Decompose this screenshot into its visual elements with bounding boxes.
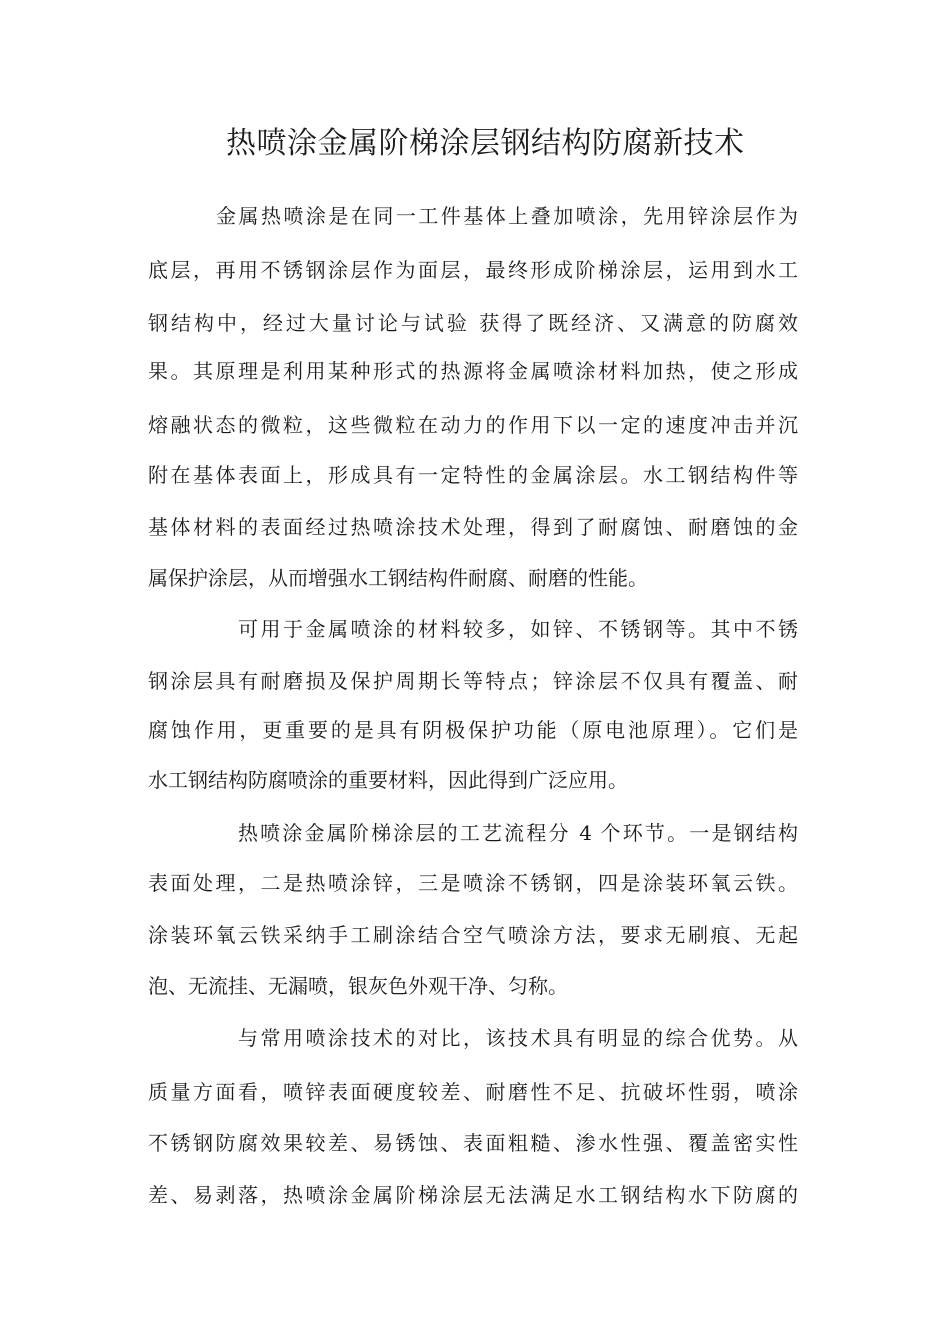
paragraph-3-line-1: 热喷涂金属阶梯涂层的工艺流程分 4 个环节。一是钢结构 <box>238 821 798 845</box>
paragraph-2-line-2: 钢涂层具有耐磨损及保护周期长等特点；锌涂层不仅具有覆盖、耐 <box>148 669 798 693</box>
paragraph-1-line-7: 基体材料的表面经过热喷涂技术处理，得到了耐腐蚀、耐磨蚀的金 <box>148 515 798 539</box>
paragraph-3-line-4: 泡、无流挂、无漏喷，银灰色外观干净、匀称。 <box>148 974 568 998</box>
paragraph-4-line-2: 质量方面看，喷锌表面硬度较差、耐磨性不足、抗破坏性弱，喷涂 <box>148 1080 798 1104</box>
paragraph-1-line-8: 属保护涂层，从而增强水工钢结构件耐腐、耐磨的性能。 <box>148 566 648 590</box>
document-title: 热喷涂金属阶梯涂层钢结构防腐新技术 <box>226 126 745 161</box>
paragraph-2-line-3: 腐蚀作用，更重要的是具有阴极保护功能（原电池原理）。它们是 <box>148 718 798 742</box>
paragraph-1-line-3: 钢结构中，经过大量讨论与试验 获得了既经济、又满意的防腐效 <box>148 311 798 335</box>
paragraph-1-line-4: 果。其原理是利用某种形式的热源将金属喷涂材料加热，使之形成 <box>148 359 798 383</box>
paragraph-3-line-2: 表面处理，二是热喷涂锌，三是喷涂不锈钢，四是涂装环氧云铁。 <box>148 871 798 895</box>
paragraph-2-line-4: 水工钢结构防腐喷涂的重要材料，因此得到广泛应用。 <box>148 768 628 792</box>
paragraph-4-line-3: 不锈钢防腐效果较差、易锈蚀、表面粗糙、渗水性强、覆盖密实性 <box>148 1131 798 1155</box>
paragraph-4-line-1: 与常用喷涂技术的对比，该技术具有明显的综合优势。从 <box>238 1026 798 1050</box>
paragraph-3-line-3: 涂装环氧云铁采纳手工刷涂结合空气喷涂方法，要求无刷痕、无起 <box>148 923 798 947</box>
paragraph-1-line-5: 熔融状态的微粒，这些微粒在动力的作用下以一定的速度冲击并沉 <box>148 413 798 437</box>
paragraph-1-line-2: 底层，再用不锈钢涂层作为面层，最终形成阶梯涂层，运用到水工 <box>148 258 798 282</box>
paragraph-2-line-1: 可用于金属喷涂的材料较多，如锌、不锈钢等。其中不锈 <box>238 617 798 641</box>
paragraph-1-line-6: 附在基体表面上，形成具有一定特性的金属涂层。水工钢结构件等 <box>148 463 798 487</box>
paragraph-1-line-1: 金属热喷涂是在同一工件基体上叠加喷涂，先用锌涂层作为 <box>216 204 798 228</box>
paragraph-4-line-4: 差、易剥落，热喷涂金属阶梯涂层无法满足水工钢结构水下防腐的 <box>148 1183 798 1207</box>
